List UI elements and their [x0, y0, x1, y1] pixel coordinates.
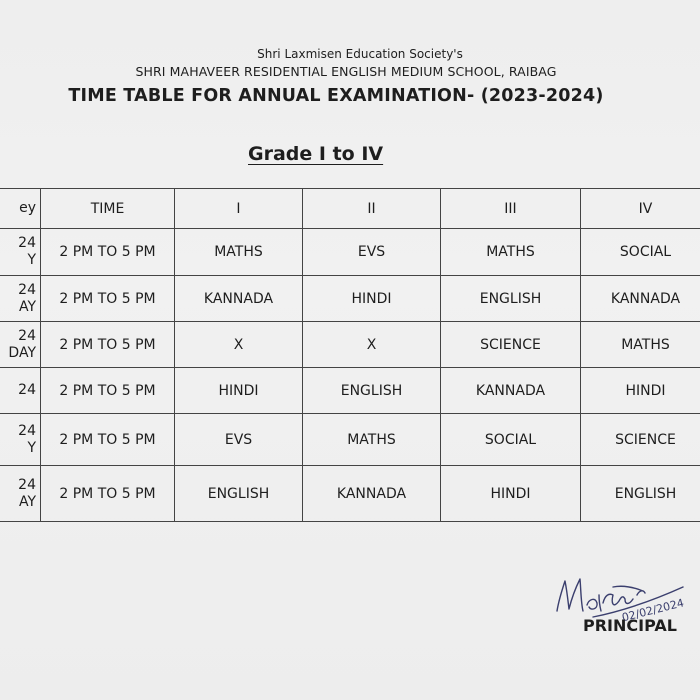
grade-title: Grade I to IV — [248, 143, 384, 165]
day-cell — [0, 368, 41, 414]
day-line-1: 24 — [18, 281, 36, 298]
day-line-2: DAY — [8, 344, 36, 361]
subject-cell: EVS — [175, 414, 303, 466]
table-row — [0, 322, 700, 368]
day-line-1: 24 — [18, 327, 36, 344]
time-cell: 2 PM TO 5 PM — [41, 322, 175, 368]
subject-cell: KANNADA — [303, 466, 441, 522]
header-grade-2: II — [303, 189, 441, 229]
subject-cell: MATHS — [441, 229, 581, 276]
subject-cell: HINDI — [441, 466, 581, 522]
subject-cell: HINDI — [303, 276, 441, 322]
subject-cell: ENGLISH — [581, 466, 700, 522]
header-grade-4: IV — [581, 189, 700, 229]
subject-cell: MATHS — [581, 322, 700, 368]
subject-cell: X — [303, 322, 441, 368]
timetable-table — [0, 188, 700, 522]
day-line-1: 24 — [18, 476, 36, 493]
table-header-row — [0, 189, 700, 229]
subject-cell: HINDI — [581, 368, 700, 414]
table-row — [0, 276, 700, 322]
time-cell: 2 PM TO 5 PM — [41, 229, 175, 276]
subject-cell: KANNADA — [581, 276, 700, 322]
day-cell — [0, 276, 41, 322]
day-line-2: Y — [27, 252, 36, 268]
day-cell — [0, 414, 41, 466]
header-day: ey — [0, 189, 41, 229]
subject-cell: ENGLISH — [441, 276, 581, 322]
header-grade-1: I — [175, 189, 303, 229]
day-cell — [0, 466, 41, 522]
day-line-2: AY — [18, 493, 36, 510]
time-cell: 2 PM TO 5 PM — [41, 414, 175, 466]
subject-cell: KANNADA — [175, 276, 303, 322]
school-name: SHRI MAHAVEER RESIDENTIAL ENGLISH MEDIUM SCHOOL, RAIBAG — [135, 64, 557, 79]
subject-cell: SCIENCE — [441, 322, 581, 368]
time-cell: 2 PM TO 5 PM — [41, 368, 175, 414]
day-line-2: Y — [27, 439, 36, 456]
subject-cell: SCIENCE — [581, 414, 700, 466]
header-time: TIME — [41, 189, 175, 229]
timetable-title: TIME TABLE FOR ANNUAL EXAMINATION- (2023-2024) — [68, 86, 604, 106]
table-row — [0, 414, 700, 466]
society-name: Shri Laxmisen Education Society's — [257, 47, 463, 61]
subject-cell: KANNADA — [441, 368, 581, 414]
subject-cell: MATHS — [175, 229, 303, 276]
day-line-1: 24 — [18, 235, 36, 251]
table-row — [0, 368, 700, 414]
principal-label: PRINCIPAL — [583, 616, 677, 635]
day-cell — [0, 322, 41, 368]
time-cell: 2 PM TO 5 PM — [41, 466, 175, 522]
header-grade-3: III — [441, 189, 581, 229]
subject-cell: EVS — [303, 229, 441, 276]
table-row — [0, 229, 700, 276]
subject-cell: HINDI — [175, 368, 303, 414]
subject-cell: SOCIAL — [581, 229, 700, 276]
signature-date: 02/02/2024 — [620, 596, 686, 625]
subject-cell: SOCIAL — [441, 414, 581, 466]
day-line-1: 24 — [18, 422, 36, 439]
day-line-1: 24 — [18, 382, 36, 398]
subject-cell: MATHS — [303, 414, 441, 466]
subject-cell: ENGLISH — [303, 368, 441, 414]
table-row — [0, 466, 700, 522]
subject-cell: ENGLISH — [175, 466, 303, 522]
day-line-2: AY — [18, 298, 36, 315]
time-cell: 2 PM TO 5 PM — [41, 276, 175, 322]
subject-cell: X — [175, 322, 303, 368]
day-cell — [0, 229, 41, 276]
